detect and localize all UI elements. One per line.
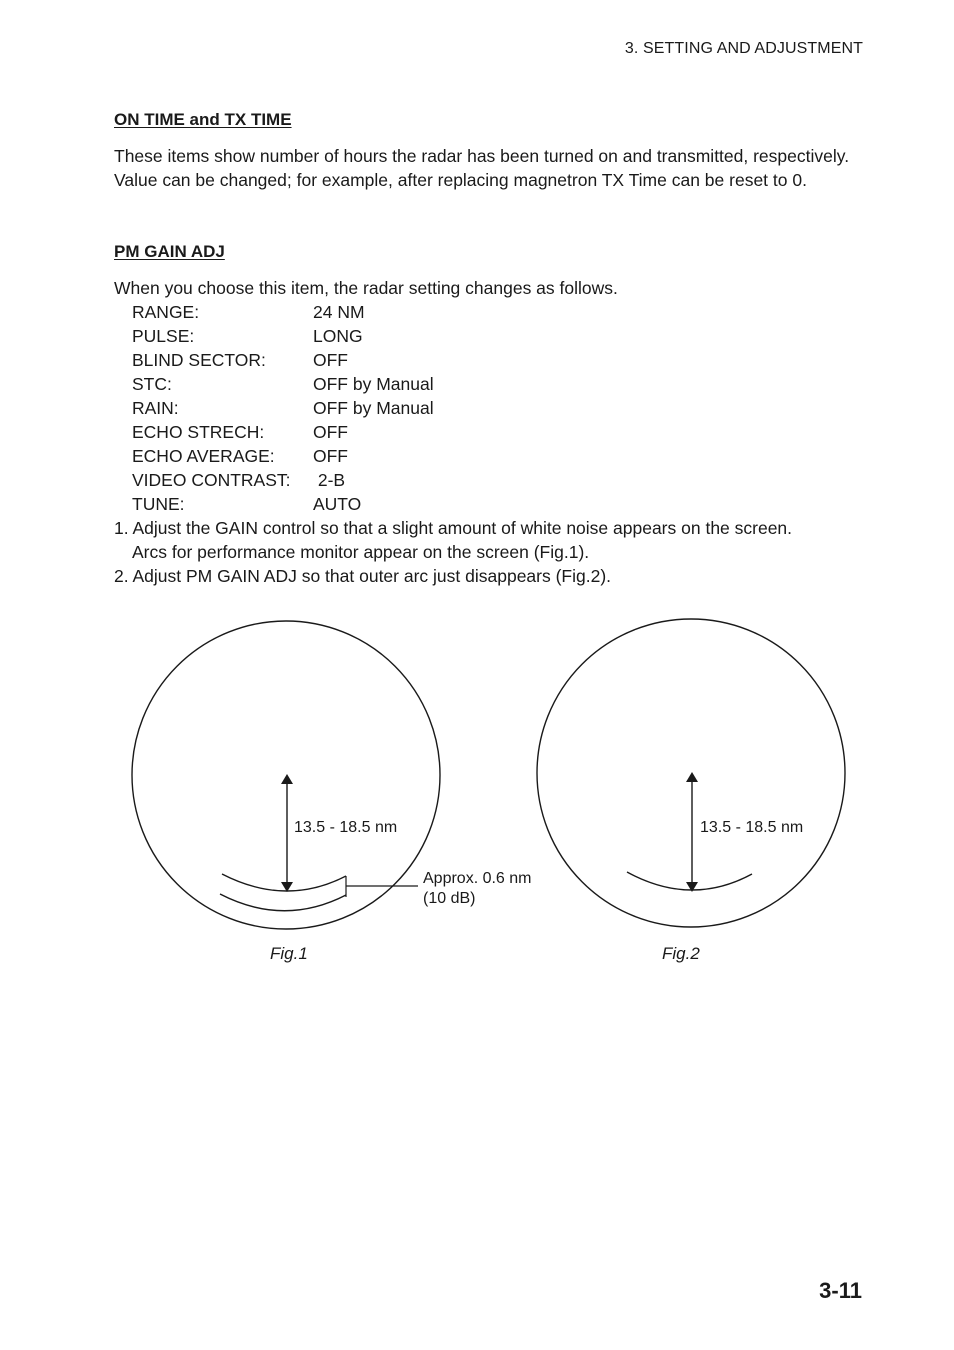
setting-value: OFF by Manual — [313, 398, 434, 418]
pm-gain-intro: When you choose this item, the radar setting changes as follows. — [114, 278, 618, 298]
figure-2 — [537, 619, 845, 963]
running-header: 3. SETTING AND ADJUSTMENT — [624, 40, 863, 57]
heading-on-time-tx-time: ON TIME and TX TIME — [114, 110, 292, 129]
setting-label: ECHO AVERAGE: — [132, 446, 275, 466]
page-number: 3-11 — [819, 1278, 862, 1303]
figure-1-caption: Fig.1 — [270, 944, 308, 963]
setting-value: OFF — [313, 446, 348, 466]
setting-label: PULSE: — [132, 326, 195, 346]
callout-label-line1: Approx. 0.6 nm — [423, 870, 532, 887]
outer-monitor-arc — [220, 894, 346, 911]
setting-label: ECHO STRECH: — [132, 422, 265, 442]
inner-monitor-arc — [627, 872, 752, 890]
setting-value: AUTO — [313, 494, 362, 514]
setting-value: LONG — [313, 326, 363, 346]
setting-value: OFF — [313, 350, 348, 370]
heading-pm-gain-adj: PM GAIN ADJ — [114, 242, 225, 261]
setting-label: TUNE: — [132, 494, 185, 514]
setting-label: STC: — [132, 374, 172, 394]
figure-1 — [132, 621, 532, 963]
radar-screen-circle — [537, 619, 845, 927]
setting-label: RANGE: — [132, 302, 200, 322]
on-time-description: These items show number of hours the radar has been turned on and transmitted, respectively. Value can be changed; for example, after replacing magnetron TX Time can be reset to 0. — [114, 146, 850, 190]
range-label: 13.5 - 18.5 nm — [294, 819, 398, 836]
callout-label-line2: (10 dB) — [423, 890, 476, 907]
setting-value: OFF — [313, 422, 348, 442]
setting-value: 24 NM — [313, 302, 365, 322]
step-1-continuation: Arcs for performance monitor appear on the screen (Fig.1). — [132, 542, 590, 562]
setting-label: RAIN: — [132, 398, 179, 418]
figure-2-caption: Fig.2 — [662, 944, 700, 963]
step-1-text: 1. Adjust the GAIN control so that a slight amount of white noise appears on the screen. — [114, 518, 793, 538]
radar-screen-circle — [132, 621, 440, 929]
setting-label: VIDEO CONTRAST: — [132, 470, 291, 490]
step-2-text: 2. Adjust PM GAIN ADJ so that outer arc just disappears (Fig.2). — [114, 566, 612, 586]
setting-label: BLIND SECTOR: — [132, 350, 266, 370]
range-label: 13.5 - 18.5 nm — [700, 819, 804, 836]
setting-value: 2-B — [313, 470, 346, 490]
inner-monitor-arc — [222, 874, 346, 891]
setting-value: OFF by Manual — [313, 374, 434, 394]
